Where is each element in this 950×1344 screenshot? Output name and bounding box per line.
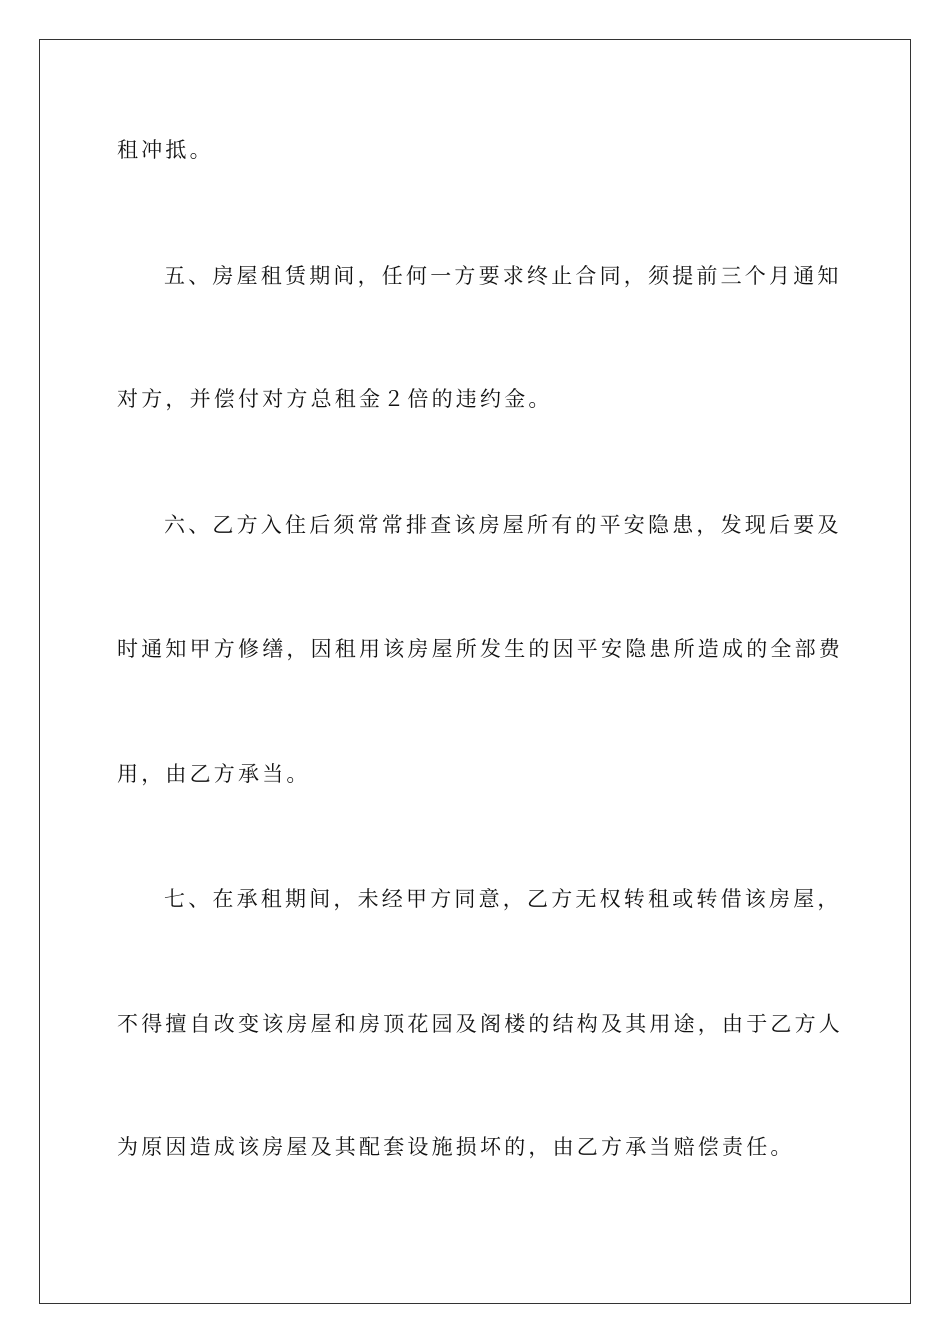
clause-7-line-1: 七、在承租期间，未经甲方同意，乙方无权转租或转借该房屋，	[164, 887, 842, 911]
clause-6-line-3: 用，由乙方承当。	[117, 762, 311, 786]
text-line-1: 租冲抵。	[117, 138, 214, 162]
clause-6-line-2: 时通知甲方修缮，因租用该房屋所发生的因平安隐患所造成的全部费	[117, 637, 843, 661]
clause-7-line-2: 不得擅自改变该房屋和房顶花园及阁楼的结构及其用途，由于乙方人	[117, 1012, 843, 1036]
clause-6-line-1: 六、乙方入住后须常常排查该房屋所有的平安隐患，发现后要及	[164, 513, 842, 537]
clause-5-line-2: 对方，并偿付对方总租金２倍的违约金。	[117, 387, 553, 411]
page-border	[39, 39, 911, 1304]
clause-7-line-3: 为原因造成该房屋及其配套设施损坏的，由乙方承当赔偿责任。	[117, 1135, 795, 1159]
clause-5-line-1: 五、房屋租赁期间，任何一方要求终止合同，须提前三个月通知	[164, 264, 842, 288]
